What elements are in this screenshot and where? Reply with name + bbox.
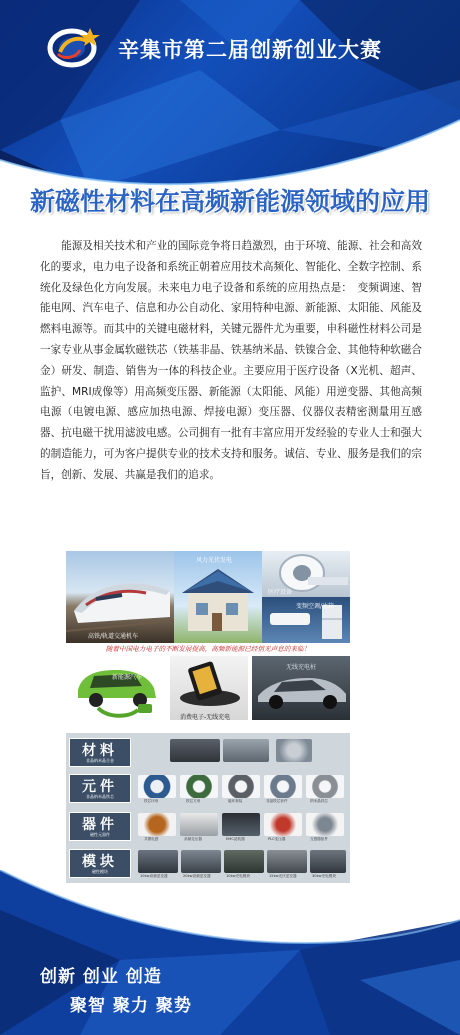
product-photo bbox=[276, 739, 312, 762]
product-photo bbox=[138, 813, 176, 836]
row-label-text: 元件 bbox=[82, 779, 118, 795]
product-table bbox=[66, 733, 350, 883]
row-label-sub: 非晶纳米晶铁芯 bbox=[86, 794, 114, 799]
train-image bbox=[66, 551, 174, 643]
contest-logo-icon bbox=[44, 24, 104, 70]
row-label-text: 材料 bbox=[82, 743, 118, 759]
product-caption: 纳米晶铁芯 bbox=[310, 799, 328, 803]
product-photo bbox=[306, 813, 344, 836]
product-row-material bbox=[66, 735, 350, 770]
product-caption: 10kw充电模块 bbox=[226, 874, 250, 878]
row-label-text: 模块 bbox=[82, 854, 118, 870]
solar-caption: 风力光伏发电 bbox=[196, 557, 233, 564]
solar-image bbox=[174, 551, 262, 643]
row-label-sub: 磁性模块 bbox=[92, 869, 108, 874]
product-caption: 互感器组件 bbox=[310, 837, 328, 841]
car-caption: 无线充电桩 bbox=[286, 664, 317, 671]
product-photo bbox=[170, 739, 220, 762]
collage-slogan: 随着中国电力电子的不断发展提高，高频新能源已经悄无声息的来临！ bbox=[105, 645, 311, 653]
wireless-caption: 消费电子-无线充电 bbox=[180, 714, 231, 720]
product-caption: 铁芯环形 bbox=[144, 799, 159, 803]
product-photo bbox=[222, 813, 260, 836]
ev-image bbox=[68, 656, 164, 720]
product-photo bbox=[306, 775, 344, 798]
footer-slogan-1: 创新 创业 创造 bbox=[40, 967, 162, 987]
product-photo bbox=[222, 775, 260, 798]
product-photo bbox=[264, 813, 302, 836]
product-caption: 10kw高频逆变器 bbox=[140, 874, 168, 878]
footer-banner bbox=[0, 870, 460, 1035]
medical-image bbox=[262, 551, 350, 597]
product-caption: 共模电感 bbox=[144, 837, 159, 841]
article-body: 能源及相关技术和产业的国际竞争将日趋激烈，由于环境、能源、社会和高效化的要求，电力电子设备和系统正朝着应用技术高频化、智能化、全数字控制、系统化及绿色化方向发展。未来电力电子设备和系统的应用热点是： 变频调速、智能电网、汽车电子、信息和办公自动化、家用特种电源、新能源、太阳能、风能及燃料电源等。而其中的关键电磁材料，关键元器件尤为重要，申科磁性材料公司是一家专业从事金属软磁铁芯（铁基非晶、铁基纳米晶、铁镍合金、其他特种软磁合金）研发、制造、销售为一体的科技企业。主要应用于医疗设备（X光机、超声、监护、MRI成像等）用高频变压器、新能源（太阳能、风能）用逆变器、其他高频电源（电镀电源、感应加热电源、焊接电源）变压器、仪器仪表精密测量用互感器、抗电磁干扰用滤波电感。公司拥有一批有丰富应用开发经验的专业人士和强大的制造能力，可为客户提供专业的技术支持和服务。诚信、专业、服务是我们的宗旨，创新、发展、共赢是我们的追求。 bbox=[40, 240, 422, 481]
car-image bbox=[252, 656, 350, 720]
product-photo bbox=[138, 775, 176, 798]
product-caption: 非晶铁芯套件 bbox=[266, 799, 288, 803]
header-banner bbox=[0, 0, 460, 200]
article-title: 新磁性材料在高频新能源领域的应用 bbox=[29, 187, 430, 216]
footer-background bbox=[0, 870, 460, 1035]
product-caption: 铁芯方形 bbox=[186, 799, 201, 803]
row-label bbox=[69, 774, 131, 803]
product-caption: EMC滤波器 bbox=[226, 837, 245, 841]
product-caption: PLC变压器 bbox=[268, 837, 286, 841]
product-photo bbox=[264, 775, 302, 798]
product-photo bbox=[180, 813, 218, 836]
product-photo bbox=[180, 775, 218, 798]
product-row-device bbox=[66, 809, 350, 844]
appliance-image bbox=[262, 597, 350, 643]
footer-slogan-2: 聚智 聚力 聚势 bbox=[70, 996, 192, 1016]
contest-title: 辛集市第二届创新创业大赛 bbox=[118, 38, 382, 62]
ev-caption: 新能源汽车 bbox=[112, 674, 143, 681]
row-label bbox=[69, 738, 131, 767]
product-caption: 高频变压器 bbox=[184, 837, 202, 841]
product-caption: 磁环套装 bbox=[228, 799, 243, 803]
product-photo bbox=[223, 739, 269, 762]
product-caption: 30kw充电模块 bbox=[312, 874, 336, 878]
row-label-text: 器件 bbox=[82, 817, 118, 833]
product-row-component bbox=[66, 771, 350, 806]
train-caption: 高铁/轨道交通机车 bbox=[88, 633, 139, 640]
application-collage bbox=[66, 551, 350, 643]
row-label-sub: 非晶纳米晶合金 bbox=[86, 758, 114, 763]
row-label-sub: 磁性元器件 bbox=[90, 832, 110, 837]
wireless-image bbox=[170, 656, 248, 720]
product-caption: 20kw高频逆变器 bbox=[183, 874, 211, 878]
appliance-caption: 变频空调/冰箱 bbox=[296, 603, 335, 610]
product-caption: 15kw光伏逆变器 bbox=[269, 874, 297, 878]
row-label bbox=[69, 812, 131, 841]
medical-caption: 医疗设备 bbox=[268, 589, 293, 596]
